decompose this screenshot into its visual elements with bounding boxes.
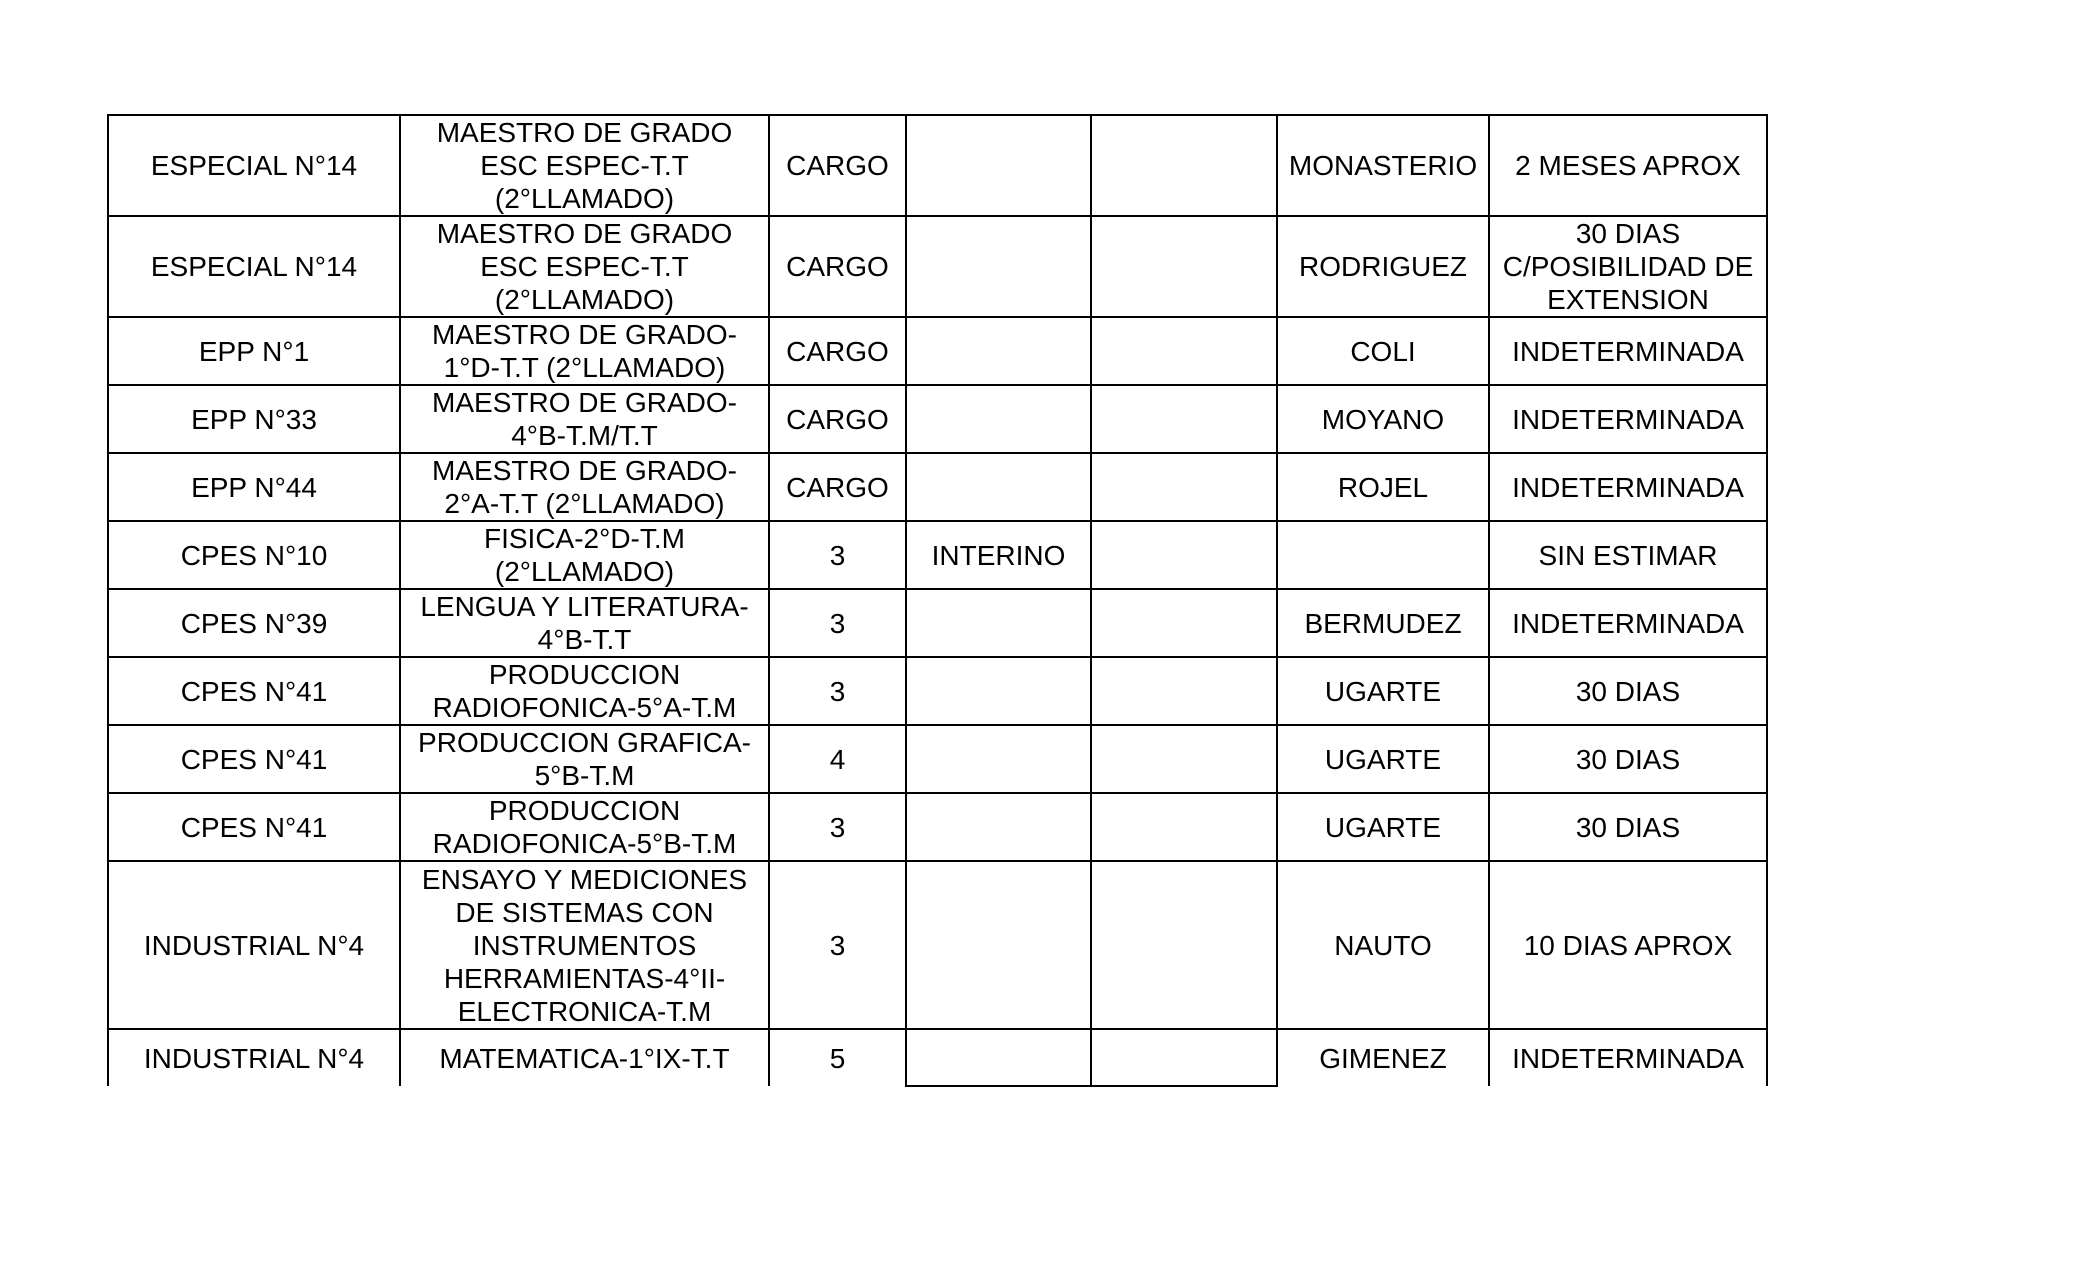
hours-cell: CARGO (769, 453, 906, 521)
school-cell: CPES N°41 (108, 657, 400, 725)
school-cell: CPES N°41 (108, 725, 400, 793)
status-cell (906, 317, 1091, 385)
school-cell: CPES N°41 (108, 793, 400, 861)
status-cell (906, 453, 1091, 521)
empty-cell (1091, 385, 1277, 453)
status-cell (906, 589, 1091, 657)
hours-cell: CARGO (769, 216, 906, 317)
status-cell (906, 1029, 1091, 1086)
holder-cell (1277, 521, 1489, 589)
school-cell: EPP N°44 (108, 453, 400, 521)
hours-cell: CARGO (769, 115, 906, 216)
table-row (108, 861, 1767, 1029)
table-row (108, 725, 1767, 793)
holder-cell: COLI (1277, 317, 1489, 385)
empty-cell (1091, 861, 1277, 1029)
subject-cell: PRODUCCION RADIOFONICA-5°B-T.M (400, 793, 769, 861)
table-row (108, 521, 1767, 589)
duration-cell: 2 MESES APROX (1489, 115, 1767, 216)
subject-cell: FISICA-2°D-T.M (2°LLAMADO) (400, 521, 769, 589)
school-cell: ESPECIAL N°14 (108, 115, 400, 216)
holder-cell: RODRIGUEZ (1277, 216, 1489, 317)
status-cell (906, 793, 1091, 861)
empty-cell (1091, 725, 1277, 793)
hours-cell: 5 (769, 1029, 906, 1086)
status-cell (906, 216, 1091, 317)
subject-cell: PRODUCCION GRAFICA-5°B-T.M (400, 725, 769, 793)
subject-cell: MAESTRO DE GRADO ESC ESPEC-T.T (2°LLAMADO) (400, 115, 769, 216)
table-row (108, 453, 1767, 521)
subject-cell: LENGUA Y LITERATURA-4°B-T.T (400, 589, 769, 657)
hours-cell: 3 (769, 521, 906, 589)
empty-cell (1091, 216, 1277, 317)
table-row (108, 657, 1767, 725)
status-cell: INTERINO (906, 521, 1091, 589)
status-cell (906, 725, 1091, 793)
school-cell: ESPECIAL N°14 (108, 216, 400, 317)
table-row (108, 793, 1767, 861)
empty-cell (1091, 521, 1277, 589)
empty-cell (1091, 453, 1277, 521)
status-cell (906, 861, 1091, 1029)
hours-cell: 3 (769, 589, 906, 657)
duration-cell: 30 DIAS (1489, 725, 1767, 793)
status-cell (906, 657, 1091, 725)
holder-cell: MONASTERIO (1277, 115, 1489, 216)
subject-cell: MATEMATICA-1°IX-T.T (400, 1029, 769, 1086)
table-row (108, 385, 1767, 453)
table-row (108, 115, 1767, 216)
table-row (108, 317, 1767, 385)
status-cell (906, 115, 1091, 216)
holder-cell: NAUTO (1277, 861, 1489, 1029)
school-cell: CPES N°39 (108, 589, 400, 657)
subject-cell: MAESTRO DE GRADO-2°A-T.T (2°LLAMADO) (400, 453, 769, 521)
school-cell: INDUSTRIAL N°4 (108, 1029, 400, 1086)
hours-cell: 4 (769, 725, 906, 793)
holder-cell: UGARTE (1277, 657, 1489, 725)
duration-cell: INDETERMINADA (1489, 1029, 1767, 1086)
subject-cell: MAESTRO DE GRADO-1°D-T.T (2°LLAMADO) (400, 317, 769, 385)
hours-cell: CARGO (769, 317, 906, 385)
hours-cell: 3 (769, 793, 906, 861)
holder-cell: GIMENEZ (1277, 1029, 1489, 1086)
duration-cell: INDETERMINADA (1489, 453, 1767, 521)
holder-cell: ROJEL (1277, 453, 1489, 521)
duration-cell: 30 DIAS C/POSIBILIDAD DE EXTENSION (1489, 216, 1767, 317)
duration-cell: 30 DIAS (1489, 657, 1767, 725)
table-row (108, 216, 1767, 317)
table-row (108, 589, 1767, 657)
status-cell (906, 385, 1091, 453)
hours-cell: 3 (769, 657, 906, 725)
empty-cell (1091, 115, 1277, 216)
hours-cell: 3 (769, 861, 906, 1029)
duration-cell: 30 DIAS (1489, 793, 1767, 861)
empty-cell (1091, 1029, 1277, 1086)
duration-cell: SIN ESTIMAR (1489, 521, 1767, 589)
subject-cell: PRODUCCION RADIOFONICA-5°A-T.M (400, 657, 769, 725)
holder-cell: UGARTE (1277, 793, 1489, 861)
empty-cell (1091, 317, 1277, 385)
school-cell: INDUSTRIAL N°4 (108, 861, 400, 1029)
subject-cell: ENSAYO Y MEDICIONES DE SISTEMAS CON INSTRUMENTOS HERRAMIENTAS-4°II-ELECTRONICA-T.M (400, 861, 769, 1029)
empty-cell (1091, 589, 1277, 657)
duration-cell: INDETERMINADA (1489, 385, 1767, 453)
empty-cell (1091, 657, 1277, 725)
school-cell: EPP N°1 (108, 317, 400, 385)
empty-cell (1091, 793, 1277, 861)
hours-cell: CARGO (769, 385, 906, 453)
duration-cell: 10 DIAS APROX (1489, 861, 1767, 1029)
holder-cell: MOYANO (1277, 385, 1489, 453)
subject-cell: MAESTRO DE GRADO-4°B-T.M/T.T (400, 385, 769, 453)
holder-cell: BERMUDEZ (1277, 589, 1489, 657)
table-row (108, 1029, 1767, 1086)
school-cell: EPP N°33 (108, 385, 400, 453)
vacancy-table (107, 114, 1768, 1087)
holder-cell: UGARTE (1277, 725, 1489, 793)
school-cell: CPES N°10 (108, 521, 400, 589)
duration-cell: INDETERMINADA (1489, 589, 1767, 657)
duration-cell: INDETERMINADA (1489, 317, 1767, 385)
subject-cell: MAESTRO DE GRADO ESC ESPEC-T.T (2°LLAMADO) (400, 216, 769, 317)
